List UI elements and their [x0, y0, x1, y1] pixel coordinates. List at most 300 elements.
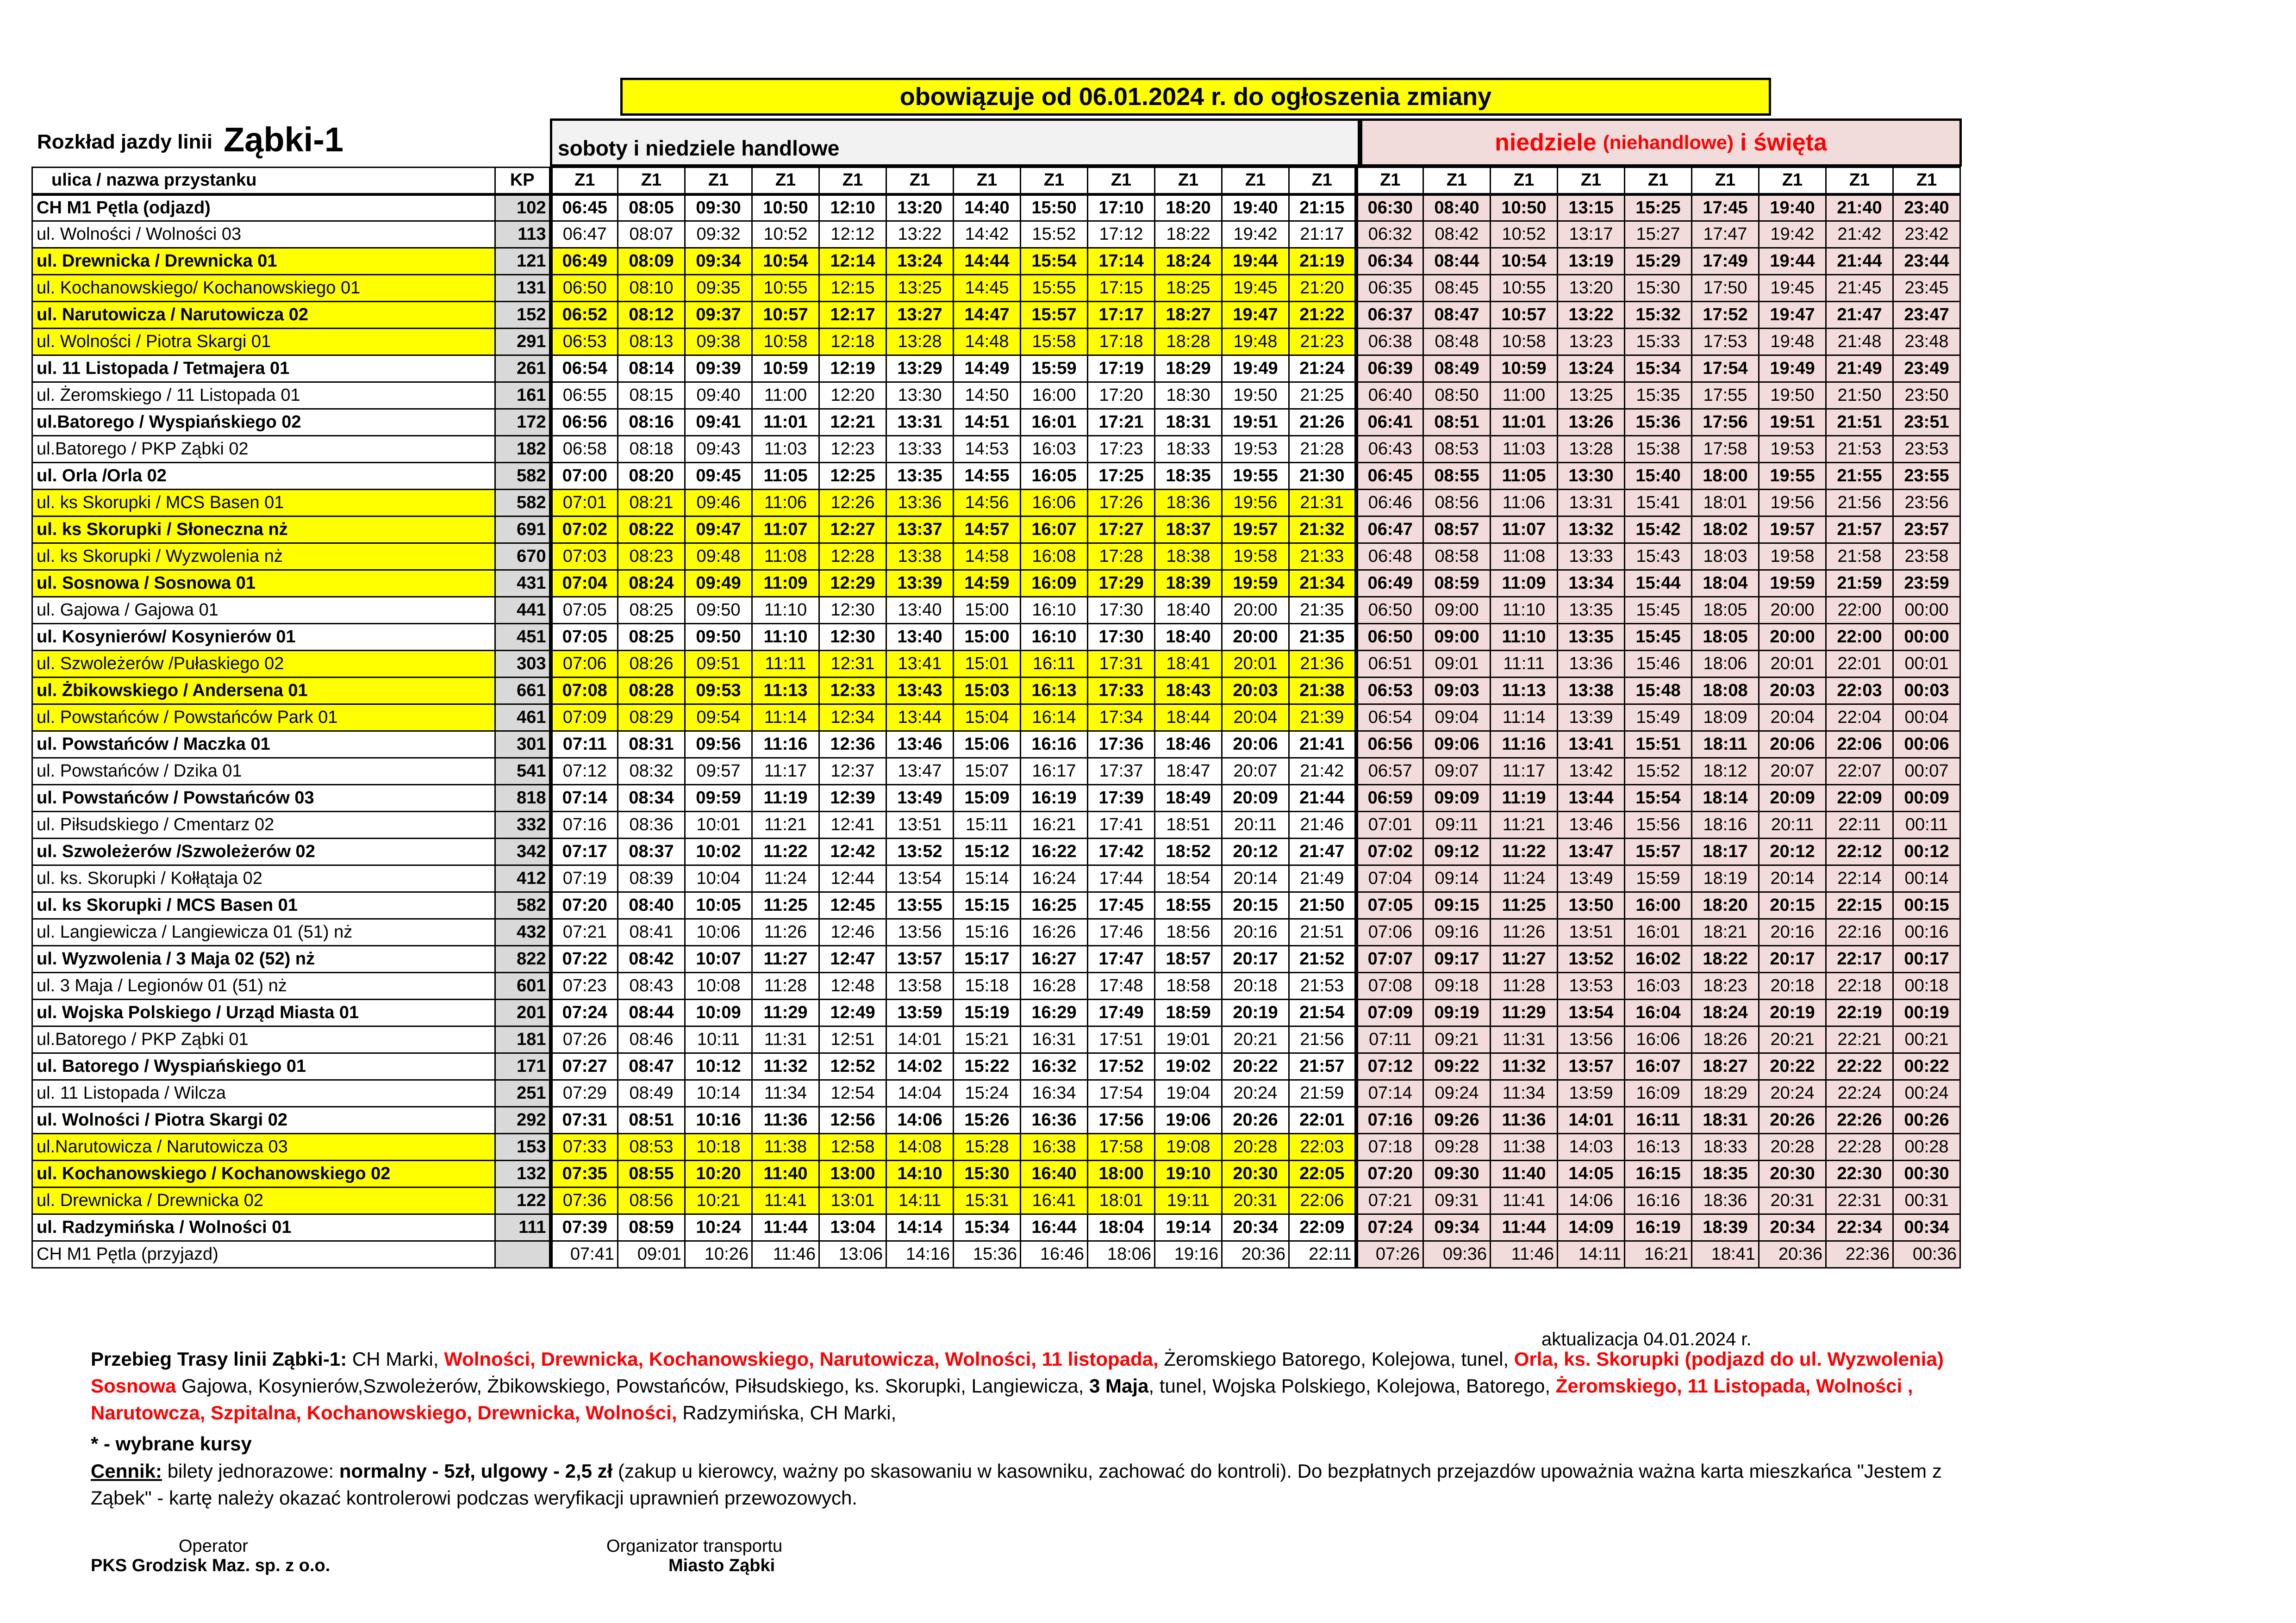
sunday-departure: 10:55: [1491, 275, 1558, 302]
stop-name: ul.Batorego / PKP Ząbki 01: [32, 1026, 495, 1053]
sunday-departure: 13:51: [1558, 919, 1625, 946]
sunday-departure: 08:58: [1423, 543, 1491, 570]
sunday-departure: 07:04: [1356, 865, 1423, 892]
saturday-departure: 07:17: [551, 839, 618, 865]
sunday-departure: 21:49: [1826, 355, 1893, 382]
stop-name: ul. Żeromskiego / 11 Listopada 01: [32, 382, 495, 409]
saturday-departure: 15:54: [1021, 248, 1088, 275]
saturday-departure: 13:36: [886, 490, 954, 516]
saturday-departure: 08:56: [618, 1188, 685, 1214]
saturday-departure: 07:05: [551, 597, 618, 624]
saturday-departure: 17:47: [1088, 946, 1155, 973]
saturday-departure: 14:02: [886, 1053, 954, 1080]
stop-name: ul. Wyzwolenia / 3 Maja 02 (52) nż: [32, 946, 495, 973]
stop-kp: 342: [495, 839, 551, 865]
saturday-departure: 12:29: [819, 570, 886, 597]
sunday-departure: 18:26: [1692, 1026, 1759, 1053]
saturday-departure: 12:30: [819, 597, 886, 624]
sunday-departure: 08:51: [1423, 409, 1491, 436]
sunday-departure: 18:05: [1692, 597, 1759, 624]
sunday-departure: 13:35: [1558, 597, 1625, 624]
sunday-departure: 17:47: [1692, 221, 1759, 248]
sunday-departure: 22:01: [1826, 651, 1893, 678]
saturday-departure: 08:25: [618, 597, 685, 624]
sunday-departure: 07:20: [1356, 1161, 1423, 1188]
saturday-departure: 12:28: [819, 543, 886, 570]
saturday-departure: 08:13: [618, 329, 685, 355]
sunday-departure: 06:46: [1356, 490, 1423, 516]
sunday-header: [1360, 118, 1962, 167]
sunday-departure: 18:36: [1692, 1188, 1759, 1214]
saturday-departure: 09:59: [685, 785, 752, 812]
sunday-departure: 23:51: [1893, 409, 1960, 436]
sunday-departure: 08:59: [1423, 570, 1491, 597]
table-row: [32, 1134, 1960, 1161]
saturday-departure: 17:48: [1088, 973, 1155, 1000]
sunday-departure: 15:45: [1625, 597, 1692, 624]
sunday-departure: 07:11: [1356, 1026, 1423, 1053]
saturday-departure: 07:39: [551, 1214, 618, 1241]
stop-name: ul. Powstańców / Powstańców Park 01: [32, 704, 495, 731]
saturday-departure: 08:41: [618, 919, 685, 946]
sunday-departure: 22:16: [1826, 919, 1893, 946]
saturday-departure: 11:06: [752, 490, 819, 516]
sunday-departure: 22:04: [1826, 704, 1893, 731]
saturday-departure: 07:00: [551, 463, 618, 490]
saturday-departure: 18:27: [1155, 302, 1222, 329]
saturday-departure: 07:06: [551, 651, 618, 678]
course-column-header: Z1: [1222, 168, 1289, 194]
saturday-departure: 09:39: [685, 355, 752, 382]
saturday-departure: 09:32: [685, 221, 752, 248]
sunday-departure: 07:12: [1356, 1053, 1423, 1080]
saturday-departure: 16:25: [1021, 892, 1088, 919]
saturday-departure: 17:33: [1088, 678, 1155, 704]
selected-courses-note: * - wybrane kursy: [91, 1433, 252, 1455]
saturday-departure: 21:41: [1289, 731, 1356, 758]
sunday-departure: 11:03: [1491, 436, 1558, 463]
sunday-departure: 09:17: [1423, 946, 1491, 973]
stop-name: ul. Szwoleżerów /Szwoleżerów 02: [32, 839, 495, 865]
sunday-departure: 11:28: [1491, 973, 1558, 1000]
saturday-departure: 13:35: [886, 463, 954, 490]
saturday-departure: 08:36: [618, 812, 685, 839]
saturday-departure: 13:29: [886, 355, 954, 382]
saturday-departure: 21:26: [1289, 409, 1356, 436]
stop-name: ul.Narutowicza / Narutowicza 03: [32, 1134, 495, 1161]
stop-name: ul. Radzymińska / Wolności 01: [32, 1214, 495, 1241]
sunday-departure: 11:34: [1491, 1080, 1558, 1107]
sunday-departure: 21:42: [1826, 221, 1893, 248]
saturday-departure: 16:00: [1021, 382, 1088, 409]
route-segment: Żeromskiego, 11 Listopada, Wolności , Narutowcza, Szpitalna, Kochanowskiego, Drewnicka, Wolności,: [91, 1375, 1913, 1424]
saturday-departure: 08:26: [618, 651, 685, 678]
saturday-departure: 13:40: [886, 624, 954, 651]
saturday-departure: 17:28: [1088, 543, 1155, 570]
saturday-departure: 15:30: [954, 1161, 1021, 1188]
table-row: [32, 1053, 1960, 1080]
saturday-departure: 07:16: [551, 812, 618, 839]
saturday-departure: 16:16: [1021, 731, 1088, 758]
sunday-departure: 17:56: [1692, 409, 1759, 436]
sunday-departure: 22:14: [1826, 865, 1893, 892]
saturday-departure: 15:22: [954, 1053, 1021, 1080]
stop-kp: 291: [495, 329, 551, 355]
sunday-departure: 16:15: [1625, 1161, 1692, 1188]
sunday-departure: 22:12: [1826, 839, 1893, 865]
sunday-departure: 16:19: [1625, 1214, 1692, 1241]
stop-name: ul. Powstańców / Powstańców 03: [32, 785, 495, 812]
sunday-departure: 15:32: [1625, 302, 1692, 329]
saturday-departure: 17:56: [1088, 1107, 1155, 1134]
organizer-name: Miasto Ząbki: [668, 1556, 775, 1575]
sunday-departure: 20:00: [1759, 624, 1826, 651]
saturday-departure: 17:34: [1088, 704, 1155, 731]
saturday-departure: 12:36: [819, 731, 886, 758]
sunday-departure: 09:07: [1423, 758, 1491, 785]
saturday-departure: 09:46: [685, 490, 752, 516]
saturday-departure: 18:29: [1155, 355, 1222, 382]
saturday-departure: 19:45: [1222, 275, 1289, 302]
sunday-departure: 06:30: [1356, 194, 1423, 221]
saturday-departure: 13:56: [886, 919, 954, 946]
saturday-departure: 08:44: [618, 1000, 685, 1026]
sunday-departure: 15:56: [1625, 812, 1692, 839]
saturday-departure: 16:11: [1021, 651, 1088, 678]
saturday-header: [550, 118, 1360, 167]
course-column-header: Z1: [1826, 168, 1893, 194]
course-column-header: Z1: [954, 168, 1021, 194]
saturday-departure: 11:44: [752, 1214, 819, 1241]
sunday-departure: 23:57: [1893, 516, 1960, 543]
saturday-departure: 16:41: [1021, 1188, 1088, 1214]
saturday-departure: 18:58: [1155, 973, 1222, 1000]
sunday-departure: 11:08: [1491, 543, 1558, 570]
sunday-departure: 06:50: [1356, 597, 1423, 624]
saturday-departure: 17:27: [1088, 516, 1155, 543]
saturday-departure: 19:14: [1155, 1214, 1222, 1241]
saturday-departure: 11:24: [752, 865, 819, 892]
saturday-departure: 12:37: [819, 758, 886, 785]
table-row: [32, 194, 1960, 221]
saturday-departure: 08:46: [618, 1026, 685, 1053]
sunday-departure: 17:50: [1692, 275, 1759, 302]
saturday-departure: 09:50: [685, 624, 752, 651]
saturday-departure: 12:31: [819, 651, 886, 678]
saturday-departure: 19:16: [1155, 1241, 1222, 1268]
saturday-departure: 18:20: [1155, 194, 1222, 221]
stop-kp: 161: [495, 382, 551, 409]
sunday-departure: 06:59: [1356, 785, 1423, 812]
saturday-departure: 17:30: [1088, 624, 1155, 651]
saturday-departure: 21:20: [1289, 275, 1356, 302]
sunday-departure: 22:03: [1826, 678, 1893, 704]
saturday-departure: 15:57: [1021, 302, 1088, 329]
saturday-departure: 18:52: [1155, 839, 1222, 865]
sunday-departure: 21:55: [1826, 463, 1893, 490]
sunday-departure: 14:06: [1558, 1188, 1625, 1214]
table-row: [32, 785, 1960, 812]
sunday-departure: 19:58: [1759, 543, 1826, 570]
sunday-departure: 13:19: [1558, 248, 1625, 275]
sunday-departure: 23:53: [1893, 436, 1960, 463]
saturday-departure: 17:37: [1088, 758, 1155, 785]
saturday-departure: 14:48: [954, 329, 1021, 355]
stop-name: ul. ks Skorupki / MCS Basen 01: [32, 892, 495, 919]
sunday-departure: 10:57: [1491, 302, 1558, 329]
course-column-header: Z1: [819, 168, 886, 194]
saturday-departure: 11:34: [752, 1080, 819, 1107]
sunday-departure: 14:01: [1558, 1107, 1625, 1134]
stop-kp: 113: [495, 221, 551, 248]
saturday-departure: 15:14: [954, 865, 1021, 892]
saturday-departure: 15:06: [954, 731, 1021, 758]
saturday-departure: 15:50: [1021, 194, 1088, 221]
sunday-departure: 13:25: [1558, 382, 1625, 409]
sunday-departure: 10:52: [1491, 221, 1558, 248]
saturday-departure: 18:06: [1088, 1241, 1155, 1268]
sunday-departure: 22:26: [1826, 1107, 1893, 1134]
sunday-departure: 06:48: [1356, 543, 1423, 570]
saturday-departure: 18:55: [1155, 892, 1222, 919]
table-row: [32, 973, 1960, 1000]
saturday-departure: 07:11: [551, 731, 618, 758]
stop-kp: 461: [495, 704, 551, 731]
sunday-departure: 07:18: [1356, 1134, 1423, 1161]
saturday-departure: 13:06: [819, 1241, 886, 1268]
route-segment: Gajowa, Kosynierów,Szwoleżerów, Żbikowskiego, Powstańców, Piłsudskiego, ks. Skorupki, Langiewicza,: [181, 1375, 1084, 1397]
stop-name: ul. Orla /Orla 02: [32, 463, 495, 490]
sunday-departure: 16:16: [1625, 1188, 1692, 1214]
sunday-departure: 20:30: [1759, 1161, 1826, 1188]
saturday-departure: 08:29: [618, 704, 685, 731]
saturday-departure: 07:41: [551, 1241, 618, 1268]
saturday-departure: 18:33: [1155, 436, 1222, 463]
saturday-departure: 17:23: [1088, 436, 1155, 463]
saturday-departure: 09:54: [685, 704, 752, 731]
saturday-departure: 19:01: [1155, 1026, 1222, 1053]
saturday-departure: 21:23: [1289, 329, 1356, 355]
saturday-departure: 18:57: [1155, 946, 1222, 973]
saturday-departure: 11:16: [752, 731, 819, 758]
sunday-departure: 09:26: [1423, 1107, 1491, 1134]
saturday-departure: 16:21: [1021, 812, 1088, 839]
saturday-departure: 17:30: [1088, 597, 1155, 624]
saturday-departure: 08:23: [618, 543, 685, 570]
stop-name: ul. 11 Listopada / Wilcza: [32, 1080, 495, 1107]
table-row: [32, 1161, 1960, 1188]
route-segment: , tunel, Wojska Polskiego, Kolejowa, Batorego,: [1148, 1375, 1551, 1397]
saturday-departure: 15:12: [954, 839, 1021, 865]
sunday-departure: 20:09: [1759, 785, 1826, 812]
sunday-departure: 11:09: [1491, 570, 1558, 597]
sunday-departure: 13:28: [1558, 436, 1625, 463]
saturday-departure: 20:14: [1222, 865, 1289, 892]
sunday-departure: 21:44: [1826, 248, 1893, 275]
sunday-departure: 13:23: [1558, 329, 1625, 355]
saturday-departure: 21:24: [1289, 355, 1356, 382]
saturday-departure: 22:03: [1289, 1134, 1356, 1161]
sunday-departure: 00:00: [1893, 597, 1960, 624]
saturday-departure: 15:31: [954, 1188, 1021, 1214]
line-title: [37, 118, 343, 159]
saturday-departure: 21:17: [1289, 221, 1356, 248]
saturday-departure: 14:10: [886, 1161, 954, 1188]
route-description: [91, 1346, 1998, 1426]
sunday-departure: 16:13: [1625, 1134, 1692, 1161]
saturday-departure: 08:16: [618, 409, 685, 436]
table-row: [32, 597, 1960, 624]
sunday-departure: 10:54: [1491, 248, 1558, 275]
saturday-departure: 14:58: [954, 543, 1021, 570]
table-row: [32, 1214, 1960, 1241]
sunday-departure: 11:10: [1491, 597, 1558, 624]
saturday-departure: 20:28: [1222, 1134, 1289, 1161]
saturday-departure: 10:20: [685, 1161, 752, 1188]
saturday-departure: 08:18: [618, 436, 685, 463]
saturday-departure: 10:06: [685, 919, 752, 946]
saturday-departure: 10:55: [752, 275, 819, 302]
saturday-departure: 20:12: [1222, 839, 1289, 865]
saturday-departure: 21:35: [1289, 624, 1356, 651]
sunday-departure: 15:44: [1625, 570, 1692, 597]
saturday-departure: 12:12: [819, 221, 886, 248]
saturday-departure: 11:26: [752, 919, 819, 946]
stop-kp: 201: [495, 1000, 551, 1026]
saturday-departure: 08:22: [618, 516, 685, 543]
sunday-departure: 07:21: [1356, 1188, 1423, 1214]
sunday-departure: 15:59: [1625, 865, 1692, 892]
saturday-departure: 12:51: [819, 1026, 886, 1053]
saturday-departure: 15:36: [954, 1241, 1021, 1268]
saturday-departure: 14:56: [954, 490, 1021, 516]
saturday-departure: 08:15: [618, 382, 685, 409]
saturday-departure: 06:52: [551, 302, 618, 329]
route-segment: Wolności, Drewnicka, Kochanowskiego, Narutowicza, Wolności, 11 listopada,: [444, 1348, 1159, 1370]
sunday-departure: 09:12: [1423, 839, 1491, 865]
sunday-departure: 00:28: [1893, 1134, 1960, 1161]
course-column-header: Z1: [685, 168, 752, 194]
table-row: [32, 624, 1960, 651]
stop-kp: 822: [495, 946, 551, 973]
sunday-departure: 23:58: [1893, 543, 1960, 570]
table-row: [32, 490, 1960, 516]
sunday-departure: 22:31: [1826, 1188, 1893, 1214]
sunday-departure: 15:30: [1625, 275, 1692, 302]
sunday-departure: 13:30: [1558, 463, 1625, 490]
sunday-departure: 19:48: [1759, 329, 1826, 355]
saturday-departure: 16:05: [1021, 463, 1088, 490]
table-row: [32, 409, 1960, 436]
saturday-departure: 14:40: [954, 194, 1021, 221]
table-row: [32, 1080, 1960, 1107]
saturday-departure: 11:14: [752, 704, 819, 731]
sunday-departure: 11:06: [1491, 490, 1558, 516]
saturday-departure: 10:14: [685, 1080, 752, 1107]
saturday-departure: 15:19: [954, 1000, 1021, 1026]
sunday-departure: 11:24: [1491, 865, 1558, 892]
sunday-departure: 19:44: [1759, 248, 1826, 275]
sunday-departure: 15:41: [1625, 490, 1692, 516]
sunday-departure: 23:45: [1893, 275, 1960, 302]
saturday-departure: 08:09: [618, 248, 685, 275]
saturday-departure: 11:25: [752, 892, 819, 919]
course-column-header: Z1: [1491, 168, 1558, 194]
saturday-departure: 11:29: [752, 1000, 819, 1026]
sunday-departure: 20:00: [1759, 597, 1826, 624]
sunday-departure: 17:54: [1692, 355, 1759, 382]
sunday-departure: 11:22: [1491, 839, 1558, 865]
sunday-departure: 21:40: [1826, 194, 1893, 221]
sunday-departure: 07:08: [1356, 973, 1423, 1000]
sunday-departure: 07:07: [1356, 946, 1423, 973]
saturday-departure: 11:10: [752, 624, 819, 651]
stop-kp: 153: [495, 1134, 551, 1161]
sunday-departure: 11:17: [1491, 758, 1558, 785]
saturday-departure: 21:30: [1289, 463, 1356, 490]
saturday-departure: 21:38: [1289, 678, 1356, 704]
saturday-departure: 13:51: [886, 812, 954, 839]
saturday-departure: 14:55: [954, 463, 1021, 490]
saturday-departure: 17:10: [1088, 194, 1155, 221]
sunday-departure: 20:12: [1759, 839, 1826, 865]
saturday-departure: 14:47: [954, 302, 1021, 329]
sunday-departure: 23:47: [1893, 302, 1960, 329]
saturday-departure: 08:14: [618, 355, 685, 382]
stop-kp: 691: [495, 516, 551, 543]
sunday-departure: 00:26: [1893, 1107, 1960, 1134]
sunday-departure: 13:44: [1558, 785, 1625, 812]
saturday-departure: 06:45: [551, 194, 618, 221]
saturday-departure: 11:41: [752, 1188, 819, 1214]
course-column-header: Z1: [1759, 168, 1826, 194]
saturday-departure: 09:30: [685, 194, 752, 221]
stop-name: ul. Kosynierów/ Kosynierów 01: [32, 624, 495, 651]
course-column-header: Z1: [1423, 168, 1491, 194]
sunday-departure: 15:43: [1625, 543, 1692, 570]
saturday-departure: 07:14: [551, 785, 618, 812]
saturday-departure: 11:46: [752, 1241, 819, 1268]
saturday-departure: 19:06: [1155, 1107, 1222, 1134]
sunday-departure: 18:09: [1692, 704, 1759, 731]
saturday-departure: 14:49: [954, 355, 1021, 382]
table-row: [32, 1188, 1960, 1214]
sunday-departure: 11:44: [1491, 1214, 1558, 1241]
saturday-departure: 17:25: [1088, 463, 1155, 490]
saturday-departure: 19:08: [1155, 1134, 1222, 1161]
saturday-departure: 11:21: [752, 812, 819, 839]
saturday-departure: 14:06: [886, 1107, 954, 1134]
saturday-departure: 08:40: [618, 892, 685, 919]
saturday-departure: 20:01: [1222, 651, 1289, 678]
saturday-departure: 17:52: [1088, 1053, 1155, 1080]
saturday-departure: 13:49: [886, 785, 954, 812]
saturday-departure: 12:52: [819, 1053, 886, 1080]
saturday-departure: 10:57: [752, 302, 819, 329]
table-row: [32, 919, 1960, 946]
saturday-departure: 15:52: [1021, 221, 1088, 248]
saturday-departure: 20:34: [1222, 1214, 1289, 1241]
sunday-departure: 19:42: [1759, 221, 1826, 248]
saturday-departure: 13:25: [886, 275, 954, 302]
sunday-departure: 13:33: [1558, 543, 1625, 570]
saturday-departure: 21:59: [1289, 1080, 1356, 1107]
saturday-header-label: soboty i niedziele handlowe: [558, 136, 840, 160]
saturday-departure: 10:50: [752, 194, 819, 221]
sunday-departure: 16:03: [1625, 973, 1692, 1000]
table-row: [32, 516, 1960, 543]
sunday-departure: 06:53: [1356, 678, 1423, 704]
